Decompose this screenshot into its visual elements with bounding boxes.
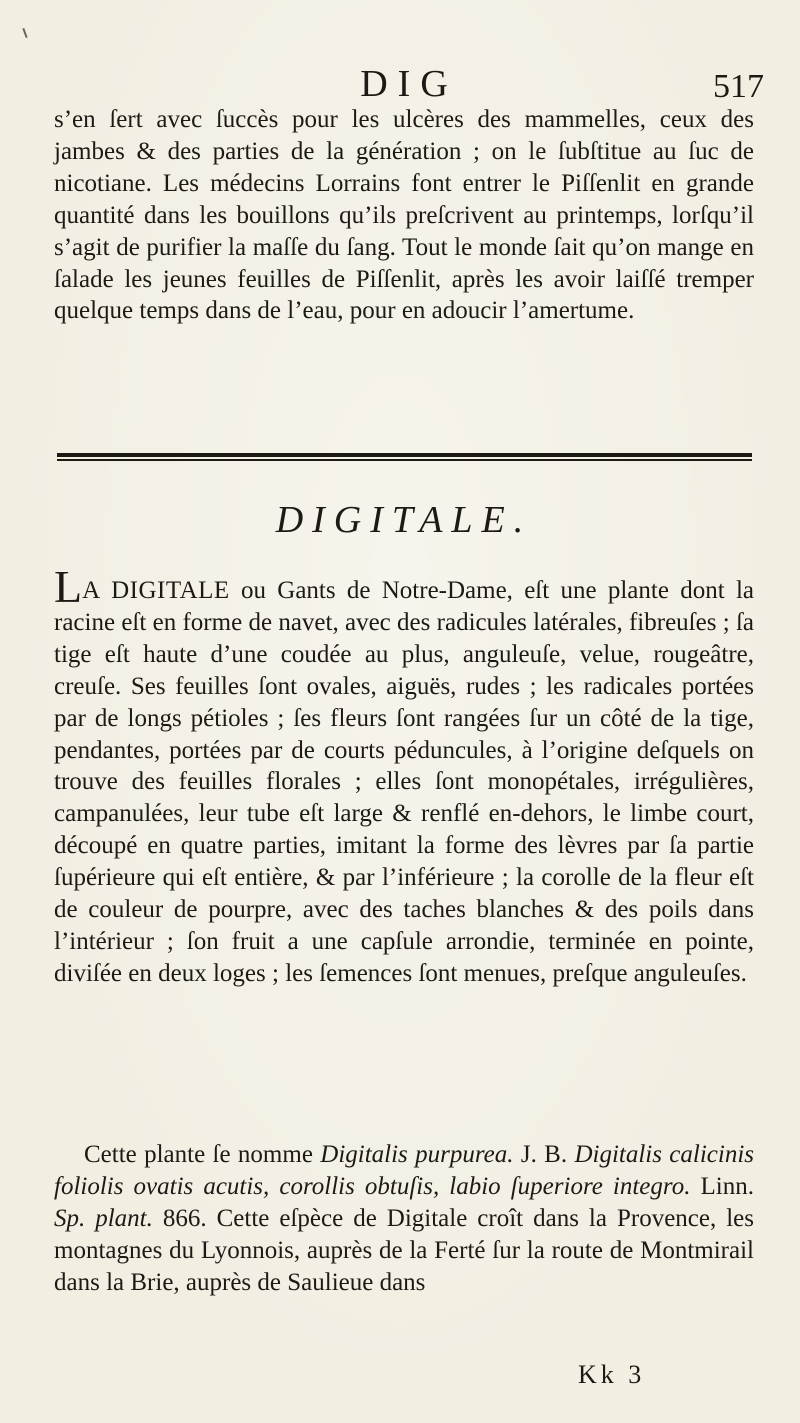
signature-catchword: Kk 3 [578, 1360, 646, 1389]
drop-cap: L [54, 561, 83, 612]
paragraph-digitale-description [54, 561, 754, 990]
page-edge-mark [22, 28, 27, 38]
description-text: ou Gants de Notre-Dame, eſt une plante dont la racine eſt en forme de navet, avec des radicules latérales, fibreuſes ; ſa tige eſt haute d’une coudée au plus, anguleuſe, velue, rougeâtre, creuſe. Ses feuilles ſont ovales, aiguës, rudes ; les radicales portées par de longs pétioles ; ſes fleurs ſont rangées ſur un côté de la tige, pendantes, portées par de courts péduncules, à l’origine deſquels on trouve des feuilles florales ; elles ſont monopétales, irrégulières, campanulées, leur tube eſt large & renflé en-dehors, le limbe court, découpé en quatre parties, imitant la forme des lèvres par ſa partie ſupérieure qui eſt entière, & par l’inférieure ; la corolle de la fleur eſt de couleur de pourpre, avec des taches blanches & des poils dans l’intérieur ; ſon fruit a une capſule arrondie, terminée en pointe, diviſée en deux loges ; les ſemences ſont menues, preſque anguleuſes. [54, 577, 754, 987]
paragraph-digitale-names [54, 1139, 754, 1299]
divider-thick-line [57, 453, 752, 457]
names-text-3: Linn. [690, 1172, 755, 1200]
names-text-4: 866. Cette eſpèce de Digitale croît dans la Provence, les montagnes du Lyonnois, auprès de la Ferté ſur la route de Montmirail dans la Brie, auprès de Saulieue dans [54, 1204, 754, 1296]
latin-name-1: Digitalis purpurea. [320, 1141, 514, 1168]
names-text-2: J. B. [513, 1141, 575, 1168]
names-text-1: Cette plante ſe nomme [84, 1141, 321, 1168]
divider-thin-line [57, 459, 752, 461]
section-divider [57, 453, 752, 462]
paragraph-pissenlit-end: s’en ſert avec ſuccès pour les ulcères des mammelles, ceux des jambes & des parties de la génération ; on le ſubſtitue au ſuc de nicotiane. Les médecins Lorrains font entrer le Piſſenlit en grande quantité dans les bouillons qu’ils preſcrivent au printemps, lorſqu’il s’agit de purifier la maſſe du ſang. Tout le monde ſait qu’on mange en ſalade les jeunes feuilles de Piſſenlit, après les avoir laiſſé tremper quelque temps dans de l’eau, pour en adoucir l’amertume. [54, 106, 754, 325]
page-header [54, 62, 764, 106]
latin-name-2: Digitalis calicinis foliolis ovatis acutis, corollis obtuſis, labio ſuperiore integro. [54, 1141, 755, 1200]
page-number: 517 [713, 68, 764, 105]
latin-reference: Sp. plant. [54, 1204, 153, 1232]
lead-smallcaps: A DIGITALE [82, 577, 230, 604]
section-title: DIGITALE. [275, 499, 533, 541]
running-title: DIG [360, 63, 458, 105]
